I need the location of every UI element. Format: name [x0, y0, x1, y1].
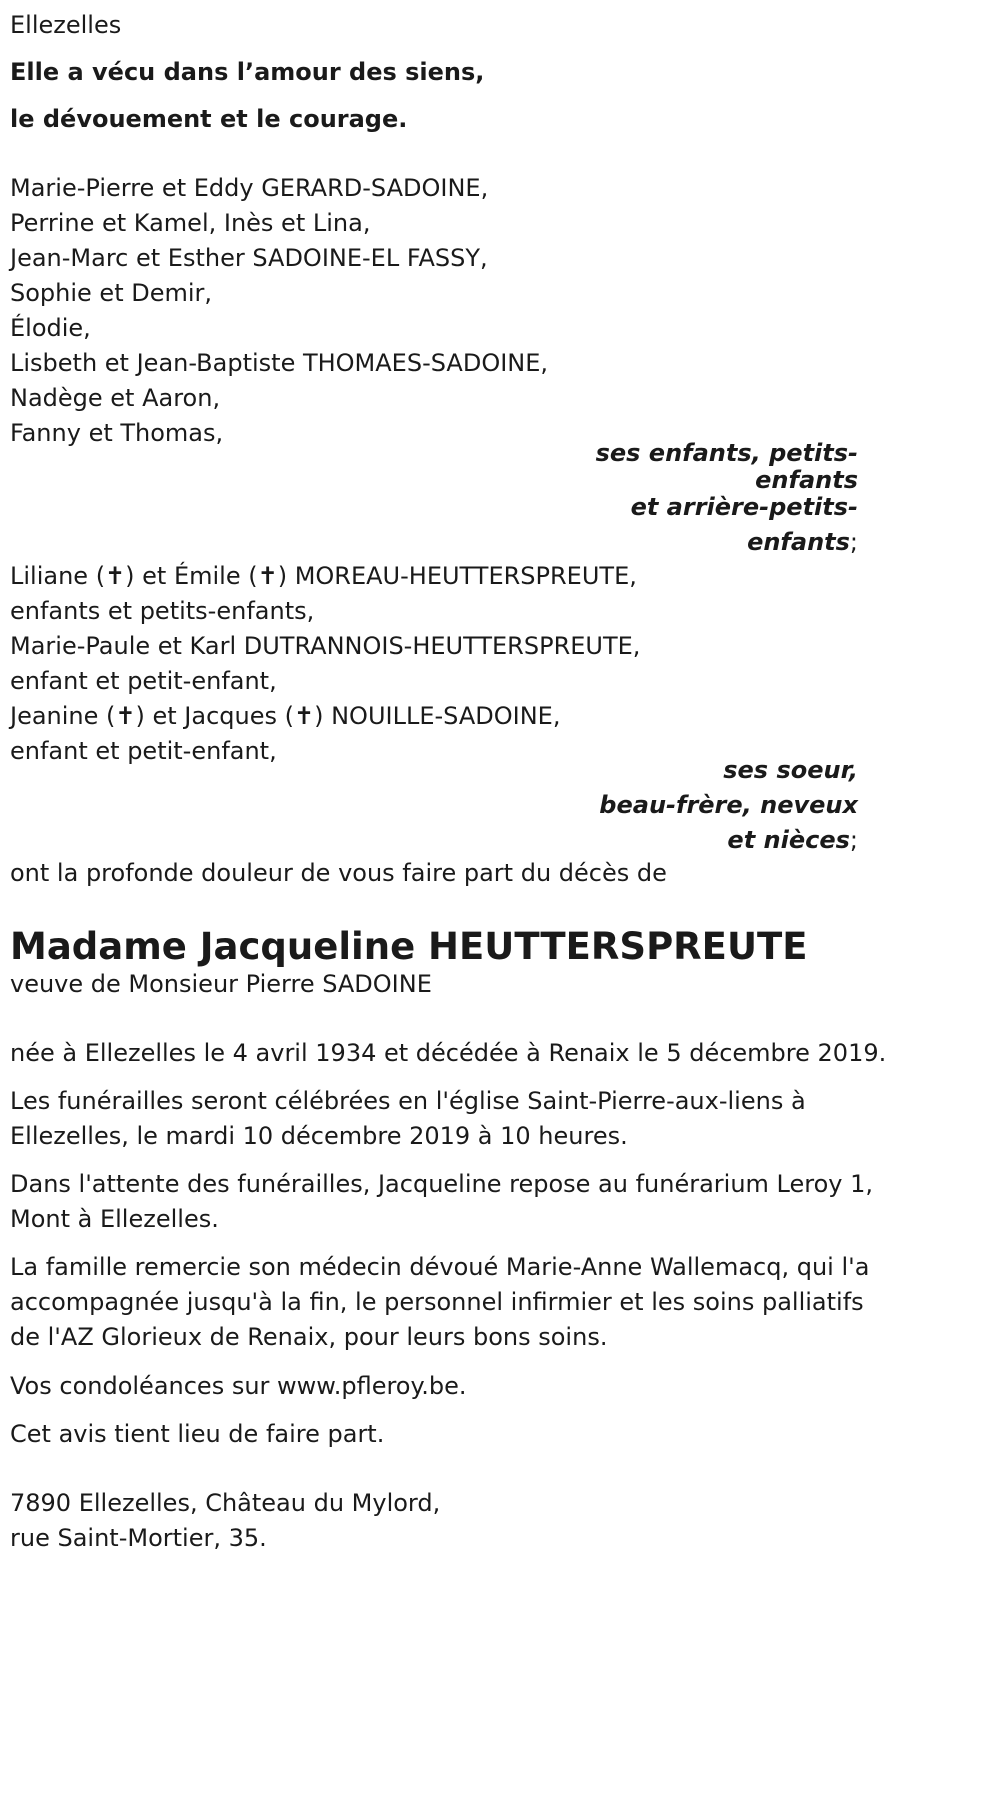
paragraph-line: La famille remercie son médecin dévoué Marie-Anne Wallemacq, qui l'a: [10, 1253, 870, 1281]
list-item: Liliane (✝) et Émile (✝) MOREAU-HEUTTERSPREUTE,: [10, 562, 637, 590]
relation-line: et arrière-petits-: [630, 493, 858, 521]
list-item: Fanny et Thomas,: [10, 419, 224, 447]
children-relation: [596, 438, 858, 562]
list-item: enfant et petit-enfant,: [10, 667, 277, 695]
relation-line: enfants: [747, 528, 850, 556]
relation-line: ses soeur,: [723, 756, 858, 784]
paragraph-line: Dans l'attente des funérailles, Jacqueline repose au funérarium Leroy 1,: [10, 1170, 874, 1198]
funeral-paragraph: [10, 1084, 860, 1154]
list-item: Marie-Pierre et Eddy GERARD-SADOINE,: [10, 174, 489, 202]
list-item: Jeanine (✝) et Jacques (✝) NOUILLE-SADOINE,: [10, 702, 561, 730]
notice-text: Cet avis tient lieu de faire part.: [10, 1420, 385, 1448]
list-item: Lisbeth et Jean-Baptiste THOMAES-SADOINE,: [10, 349, 549, 377]
motto-line-2: le dévouement et le courage.: [10, 105, 408, 133]
relation-line: et nièces: [727, 826, 850, 854]
birth-death-text: née à Ellezelles le 4 avril 1934 et décédée à Renaix le 5 décembre 2019.: [10, 1039, 887, 1067]
relation-punctuation: ;: [849, 528, 858, 556]
list-item: Perrine et Kamel, Inès et Lina,: [10, 209, 371, 237]
list-item: enfant et petit-enfant,: [10, 737, 277, 765]
paragraph-line: Mont à Ellezelles.: [10, 1205, 219, 1233]
list-item: Jean-Marc et Esther SADOINE-EL FASSY,: [10, 244, 488, 272]
address-block: [10, 1486, 860, 1556]
paragraph-line: Les funérailles seront célébrées en l'église Saint-Pierre-aux-liens à: [10, 1087, 806, 1115]
list-item: Nadège et Aaron,: [10, 384, 221, 412]
list-item: Sophie et Demir,: [10, 279, 213, 307]
list-item: enfants et petits-enfants,: [10, 597, 315, 625]
relation-line: enfants: [755, 466, 858, 494]
announcement-text: ont la profonde douleur de vous faire part du décès de: [10, 859, 667, 887]
condolences-text: Vos condoléances sur www.pfleroy.be.: [10, 1372, 467, 1400]
paragraph-line: Ellezelles, le mardi 10 décembre 2019 à 10 heures.: [10, 1122, 628, 1150]
thanks-paragraph: [10, 1250, 870, 1355]
siblings-list: [10, 559, 640, 769]
motto-line-1: Elle a vécu dans l’amour des siens,: [10, 58, 485, 86]
deceased-name: Madame Jacqueline HEUTTERSPREUTE: [10, 925, 808, 968]
list-item: Marie-Paule et Karl DUTRANNOIS-HEUTTERSPREUTE,: [10, 632, 641, 660]
children-list: [10, 171, 548, 451]
siblings-relation: [599, 753, 858, 858]
address-line: 7890 Ellezelles, Château du Mylord,: [10, 1489, 441, 1517]
relation-line: ses enfants, petits-: [595, 439, 858, 467]
paragraph-line: de l'AZ Glorieux de Renaix, pour leurs bons soins.: [10, 1323, 608, 1351]
paragraph-line: accompagnée jusqu'à la fin, le personnel infirmier et les soins palliatifs: [10, 1288, 864, 1316]
place-name: Ellezelles: [10, 11, 122, 39]
repose-paragraph: [10, 1167, 874, 1237]
relation-line: beau-frère, neveux: [599, 791, 858, 819]
relation-punctuation: ;: [849, 826, 858, 854]
list-item: Élodie,: [10, 314, 91, 342]
address-line: rue Saint-Mortier, 35.: [10, 1524, 267, 1552]
deceased-subtitle: veuve de Monsieur Pierre SADOINE: [10, 970, 432, 998]
